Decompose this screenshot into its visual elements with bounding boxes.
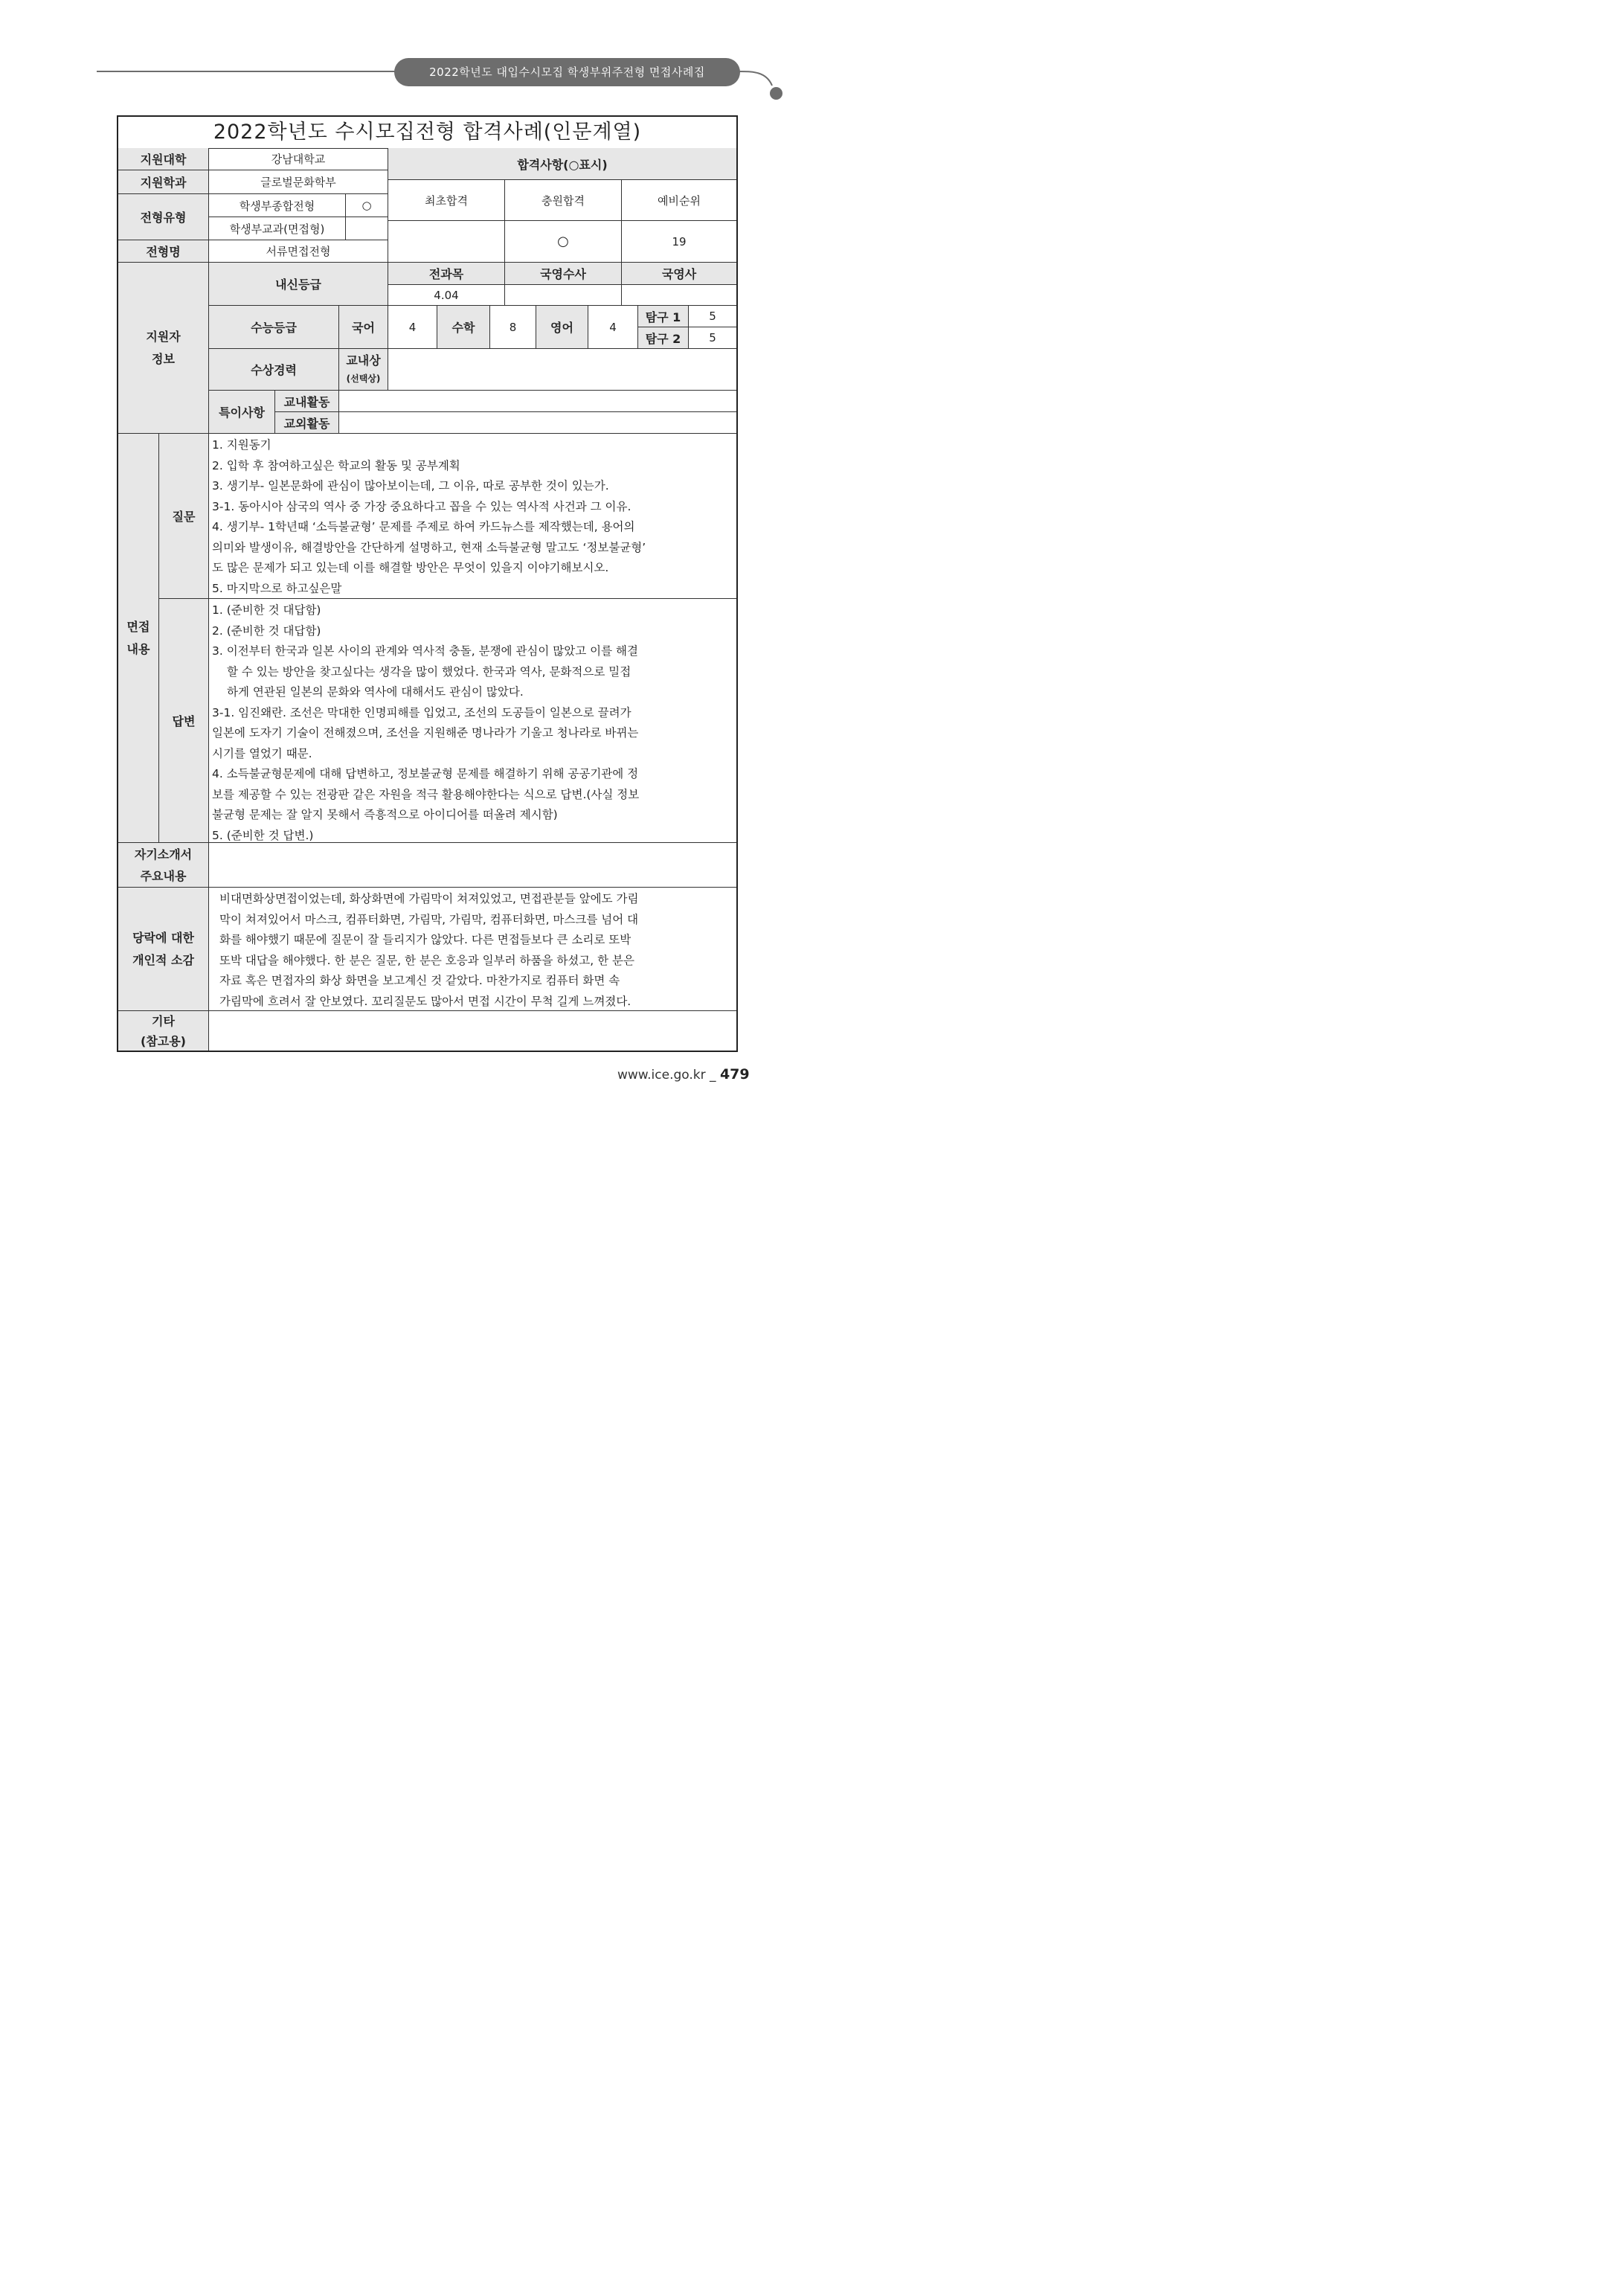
impression-line: 비대면화상면접이었는데, 화상화면에 가림막이 쳐져있었고, 면접관분들 앞에도 가림: [219, 892, 639, 905]
answer-line: 1. (준비한 것 대답함): [212, 603, 321, 617]
footer-url[interactable]: www.ice.go.kr: [617, 1068, 706, 1083]
english-label: 영어: [536, 306, 588, 349]
award-sub1: 교내상: [346, 353, 381, 368]
answer-line: 5. (준비한 것 답변.): [212, 828, 314, 842]
applicant-label-line1: 지원자: [146, 329, 181, 344]
question-line: 2. 입학 후 참여하고싶은 학교의 활동 및 공부계획: [212, 458, 460, 472]
type1-mark: ○: [346, 194, 388, 217]
special-label: 특이사항: [209, 391, 275, 434]
gpa-head-kes: 국영사: [622, 263, 736, 285]
korean-label: 국어: [339, 306, 388, 349]
result-sheet: [117, 115, 738, 1052]
univ-label: 지원대학: [118, 148, 209, 170]
answer-line: 4. 소득불균형문제에 대해 답변하고, 정보불균형 문제를 해결하기 위해 공공기관에 정: [212, 767, 639, 780]
gpa-value-kems: [505, 285, 622, 306]
impression-label-line1: 당락에 대한: [132, 930, 194, 945]
name-label: 전형명: [118, 240, 209, 263]
korean-value: 4: [388, 306, 437, 349]
univ-value: 강남대학교: [209, 148, 388, 170]
page-number: 479: [719, 1066, 750, 1083]
answer-line: 시기를 열었기 때문.: [212, 746, 312, 760]
result-col-reserve: 예비순위: [622, 180, 736, 221]
english-value: 4: [588, 306, 638, 349]
answer-line: 할 수 있는 방안을 찾고싶다는 생각을 많이 했었다. 한국과 역사, 문화적으로 밀접: [227, 664, 631, 679]
question-line: 의미와 발생이유, 해결방안을 간단하게 설명하고, 현재 소득불균형 말고도 ‘정보불균형’: [212, 540, 646, 554]
applicant-label: [118, 263, 209, 434]
inquiry2-value: 5: [689, 327, 736, 349]
inquiry1-value: 5: [689, 306, 736, 327]
impression-label: [118, 888, 209, 1011]
type2-value: 학생부교과(면접형): [209, 217, 346, 240]
result-reserve-value: 19: [622, 221, 736, 263]
answer-line: 보를 제공할 수 있는 전광판 같은 자원을 적극 활용해야한다는 식으로 답변.(사실 정보: [212, 787, 640, 801]
answer-list: [209, 599, 736, 843]
answer-line: 일본에 도자기 기술이 전해졌으며, 조선을 지원해준 명나라가 기울고 청나라로 바뀌는: [212, 726, 639, 740]
award-label: 수상경력: [209, 349, 339, 391]
interview-label-line1: 면접: [126, 619, 150, 634]
applicant-label-line2: 정보: [152, 351, 175, 366]
math-value: 8: [490, 306, 536, 349]
question-line: 3-1. 동아시아 삼국의 역사 중 가장 중요하다고 꼽을 수 있는 역사적 사건과 그 이유.: [212, 499, 631, 513]
in-school-label: 교내활동: [275, 391, 339, 412]
question-line: 5. 마지막으로 하고싶은말: [212, 581, 342, 595]
award-value: [388, 349, 736, 391]
impression-text: [209, 888, 736, 1011]
math-label: 수학: [437, 306, 490, 349]
gpa-value-all: 4.04: [388, 285, 505, 306]
question-line: 4. 생기부- 1학년때 ‘소득불균형’ 문제를 주제로 하여 카드뉴스를 제작했는데, 용어의: [212, 520, 635, 533]
result-col-additional: 충원합격: [505, 180, 622, 221]
question-line: 도 많은 문제가 되고 있는데 이를 해결할 방안은 무엇이 있을지 이야기해보시오.: [212, 561, 609, 574]
impression-line: 화를 해야했기 때문에 질문이 잘 들리지가 않았다. 다른 면접들보다 큰 소리로 또박: [219, 933, 631, 946]
impression-line: 자료 혹은 면접자의 화상 화면을 보고계신 것 같았다. 마찬가지로 컴퓨터 화면 속: [219, 974, 620, 987]
interview-label: [118, 434, 159, 843]
header-dot: [770, 87, 782, 100]
running-title: 2022학년도 대입수시모집 학생부위주전형 면접사례집: [394, 58, 740, 86]
question-line: 1. 지원동기: [212, 438, 271, 452]
answer-line: 3-1. 임진왜란. 조선은 막대한 인명피해를 입었고, 조선의 도공들이 일본으로 끌려가: [212, 705, 631, 719]
out-school-label: 교외활동: [275, 412, 339, 434]
answer-line: 불균형 문제는 잘 알지 못해서 즉흥적으로 아이디어를 떠올려 제시함): [212, 808, 558, 821]
answer-line: 2. (준비한 것 대답함): [212, 623, 321, 638]
type-label: 전형유형: [118, 194, 209, 240]
page-footer: [617, 1066, 750, 1083]
out-school-value: [339, 412, 736, 434]
result-first-value: [388, 221, 505, 263]
name-value: 서류면접전형: [209, 240, 388, 263]
type1-value: 학생부종합전형: [209, 194, 346, 217]
self-intro-label-line1: 자기소개서: [134, 847, 193, 862]
etc-value: [209, 1011, 736, 1051]
result-heading: 합격사항(○표시): [388, 148, 736, 180]
inquiry1-label: 탐구 1: [638, 306, 689, 327]
impression-line: 막이 쳐져있어서 마스크, 컴퓨터화면, 가림막, 가림막, 컴퓨터화면, 마스크를 넘어 대: [219, 912, 639, 926]
impression-line: 또박 대답을 해야했다. 한 분은 질문, 한 분은 호응과 일부러 하품을 하셨고, 한 분은: [219, 953, 634, 967]
footer-sep: _: [710, 1068, 716, 1083]
self-intro-label: [118, 843, 209, 888]
etc-label-line1: 기타: [152, 1013, 175, 1028]
inquiry2-label: 탐구 2: [638, 327, 689, 349]
gpa-value-kes: [622, 285, 736, 306]
gpa-head-all: 전과목: [388, 263, 505, 285]
self-intro-label-line2: 주요내용: [140, 868, 187, 883]
award-sub-label: [339, 349, 388, 391]
etc-label: [118, 1011, 209, 1051]
question-line: 3. 생기부- 일본문화에 관심이 많아보이는데, 그 이유, 따로 공부한 것이 있는가.: [212, 479, 609, 493]
header-rule: [97, 71, 405, 72]
gpa-head-kems: 국영수사: [505, 263, 622, 285]
result-additional-value: ○: [505, 221, 622, 263]
dept-value: 글로벌문화학부: [209, 170, 388, 194]
doc-title: 2022학년도 수시모집전형 합격사례(인문계열): [118, 117, 736, 149]
interview-label-line2: 내용: [126, 641, 150, 656]
impression-line: 가림막에 흐려서 잘 안보였다. 꼬리질문도 많아서 면접 시간이 무척 길게 느껴졌다.: [219, 994, 631, 1008]
answer-label: 답변: [159, 599, 209, 843]
gpa-label: 내신등급: [209, 263, 388, 306]
type2-mark: [346, 217, 388, 240]
impression-label-line2: 개인적 소감: [132, 952, 194, 967]
question-list: [209, 434, 736, 599]
answer-line: 하게 연관된 일본의 문화와 역사에 대해서도 관심이 많았다.: [227, 685, 524, 699]
result-col-first: 최초합격: [388, 180, 505, 221]
dept-label: 지원학과: [118, 170, 209, 194]
question-label: 질문: [159, 434, 209, 599]
self-intro-value: [209, 843, 736, 888]
etc-label-line2: (참고용): [141, 1033, 186, 1048]
award-sub2: (선택상): [346, 373, 381, 384]
csat-label: 수능등급: [209, 306, 339, 349]
in-school-value: [339, 391, 736, 412]
answer-line: 3. 이전부터 한국과 일본 사이의 관계와 역사적 충돌, 분쟁에 관심이 많았고 이를 해결: [212, 644, 638, 658]
